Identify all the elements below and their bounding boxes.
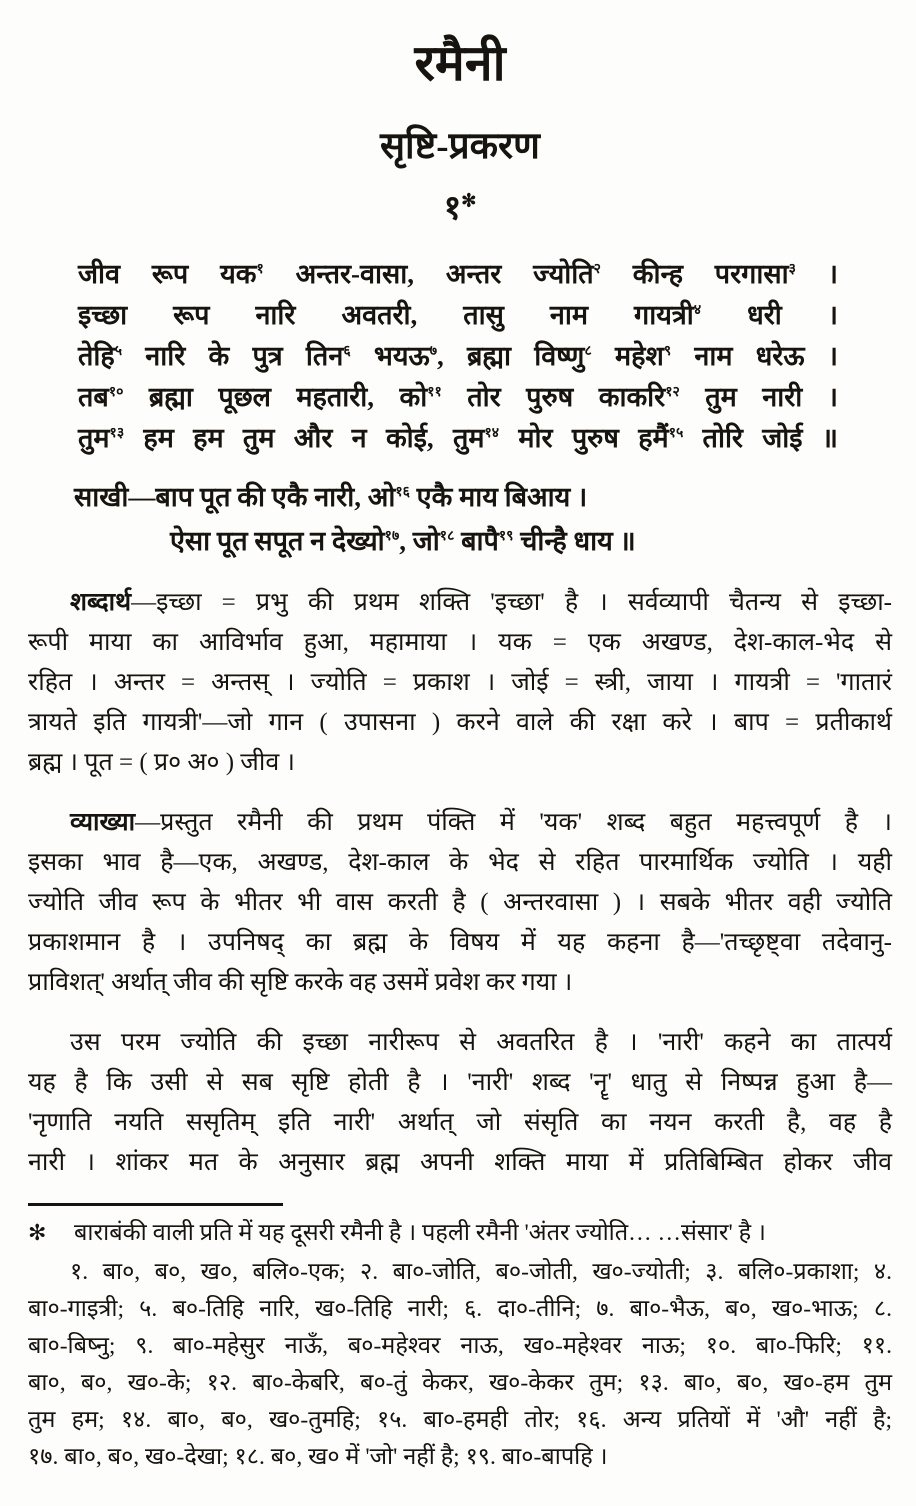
- verse-line: तब$^{१०}$ ब्रह्मा पूछल महतारी, को$^{११}$ तोर पुरुष काकरि$^{१२}$ तुम नारी ।: [78, 382, 838, 412]
- footnote-line: बा०, ब०, ख०-के; १२. बा०-केबरि, ब०-तुं केकर, ख०-केकर तुम; १३. बा०, ब०, ख०-हम तुम: [28, 1370, 892, 1396]
- footnote-star-line: [28, 1214, 892, 1252]
- vyakhya-line: इसका भाव है—एक, अखण्ड, देश-काल के भेद से रहित पारमार्थिक ज्योति । यही: [28, 849, 892, 876]
- shabdarth-line: रहित । अन्तर = अन्तस् । ज्योति = प्रकाश । जोई = स्त्री, जाया । गायत्री = 'गातारं: [28, 669, 892, 696]
- footnote-line: बा०-बिष्नु; ९. बा०-महेसुर नाऊँ, ब०-महेश्वर नाऊ, ख०-महेश्वर नाऊ; १०. बा०-फिरि; ११.: [28, 1333, 892, 1359]
- sakhi-line: ऐसा पूत सपूत न देख्यो$^{१७}$, जो$^{१८}$ बापै$^{१९}$ चीन्है धाय ॥: [170, 526, 636, 556]
- footnote-separator-rule: [28, 1203, 283, 1206]
- shabdarth-line: ब्रह्म । पूत = ( प्र० अ० ) जीव ।: [28, 749, 295, 776]
- sakhi-line: साखी—बाप पूत की एकै नारी, ओ$^{१६}$ एकै माय बिआय ।: [74, 482, 588, 512]
- verse-line: तेहि$^५$ नारि के पुत्र तिन$^६$ भयऊ$^७$, ब्रह्मा विष्णु$^८$ महेश$^९$ नाम धरेऊ ।: [78, 341, 839, 371]
- verse-number: [28, 188, 892, 230]
- vyakhya-line: व्याख्या—प्रस्तुत रमैनी की प्रथम पंक्ति में 'यक' शब्द बहुत महत्त्वपूर्ण है ।: [70, 809, 892, 836]
- footnote-line: १. बा०, ब०, ख०, बलि०-एक; २. बा०-जोति, ब०-जोती, ख०-ज्योती; ३. बलि०-प्रकाशा; ४.: [70, 1259, 892, 1285]
- shabdarth-paragraph: [28, 583, 892, 783]
- page-title: रमैनी: [414, 35, 506, 91]
- verse-line: जीव रूप यक$^१$ अन्तर-वासा, अन्तर ज्योति$^२$ कीन्ह परगासा$^३$ ।: [78, 259, 838, 289]
- vyakhya-line: नारी । शांकर मत के अनुसार ब्रह्म अपनी शक्ति माया में प्रतिबिम्बित होकर जीव: [28, 1149, 892, 1176]
- asterisk-icon: ✻: [28, 1220, 47, 1245]
- verse-line: तुम$^{१३}$ हम हम तुम और न कोई, तुम$^{१४}$ मोर पुरुष हमैं$^{१५}$ तोरि जोई ॥: [78, 423, 838, 453]
- footnote-star-text: बाराबंकी वाली प्रति में यह दूसरी रमैनी है । पहली रमैनी 'अंतर ज्योति… …संसार' है ।: [74, 1220, 766, 1246]
- vyakhya-line: यह है कि उसी से सब सृष्टि होती है । 'नारी' शब्द 'नॄ' धातु से निष्पन्न हुआ है—: [28, 1069, 892, 1096]
- shabdarth-line: त्रायते इति गायत्री'—जो गान ( उपासना ) करने वाले की रक्षा करे । बाप = प्रतीकार्थ: [28, 709, 892, 736]
- vyakhya-paragraph-1: [28, 803, 892, 1003]
- footnote-line: बा०-गाइत्री; ५. ब०-तिहि नारि, ख०-तिहि नारी; ६. दा०-तीनि; ७. बा०-भैऊ, ब०, ख०-भाऊ; ८.: [28, 1296, 892, 1322]
- vyakhya-line: 'नृणाति नयति ससृतिम् इति नारी' अर्थात् जो संसृति का नयन करती है, वह है: [28, 1109, 892, 1136]
- shabdarth-line: रूपी माया का आविर्भाव हुआ, महामाया । यक = एक अखण्ड, देश-काल-भेद से: [28, 629, 892, 656]
- vyakhya-paragraph-2: [28, 1023, 892, 1183]
- shabdarth-line: शब्दार्थ—इच्छा = प्रभु की प्रथम शक्ति 'इच्छा' है । सर्वव्यापी चैतन्य से इच्छा-: [70, 589, 892, 616]
- footnote-variant-readings: [28, 1254, 892, 1476]
- vyakhya-line: ज्योति जीव रूप के भीतर भी वास करती है ( अन्तरवासा ) । सबके भीतर वही ज्योति: [28, 889, 892, 916]
- verse-number-digit: १: [443, 190, 462, 227]
- asterisk-icon: ✻: [461, 190, 477, 211]
- verse-line: इच्छा रूप नारि अवतरी, तासु नाम गायत्री$^४$ धरी ।: [78, 300, 838, 330]
- vyakhya-line: प्राविशत्' अर्थात् जीव की सृष्टि करके वह उसमें प्रवेश कर गया ।: [28, 969, 573, 996]
- footnotes-block: [28, 1214, 892, 1476]
- vyakhya-line: प्रकाशमान है । उपनिषद् का ब्रह्म के विषय में यह कहना है—'तच्छृष्ट्वा तदेवानु-: [28, 929, 892, 956]
- sakhi-block: [74, 475, 832, 563]
- footnote-line: तुम हम; १४. बा०, ब०, ख०-तुमहि; १५. बा०-हमही तोर; १६. अन्य प्रतियों में 'औ' नहीं है;: [28, 1407, 892, 1433]
- footnote-line: १७. बा०, ब०, ख०-देखा; १८. ब०, ख० में 'जो' नहीं है; १९. बा०-बापहि ।: [28, 1444, 608, 1470]
- section-heading: सृष्टि-प्रकरण: [380, 126, 540, 167]
- verse-block: [78, 254, 838, 459]
- vyakhya-line: उस परम ज्योति की इच्छा नारीरूप से अवतरित है । 'नारी' कहने का तात्पर्य: [70, 1029, 892, 1056]
